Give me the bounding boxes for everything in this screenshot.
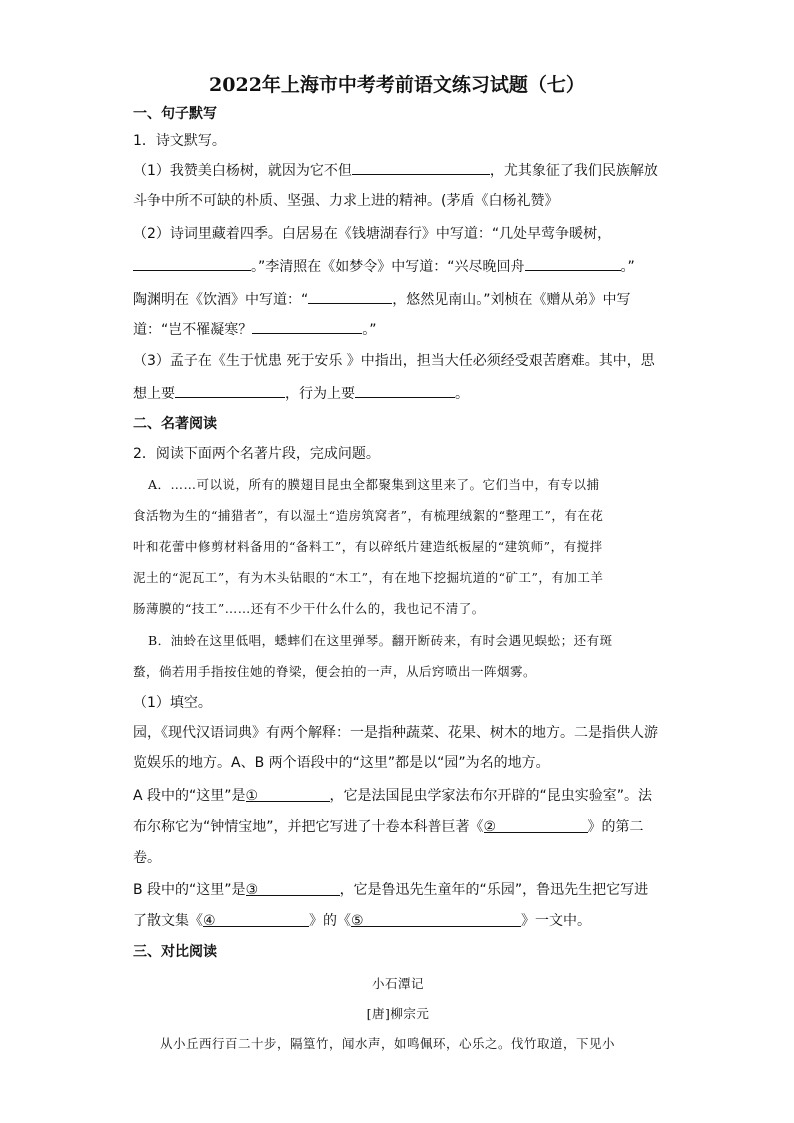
passage-b-line2: 蝥，倘若用手指按住她的脊梁，便会拍的一声，从后窍喷出一阵烟雾。 xyxy=(133,664,537,679)
answer-blank[interactable]: ④ xyxy=(203,913,309,927)
section-1-heading: 一、句子默写 xyxy=(133,106,217,122)
passage-a-line4: 泥土的“泥瓦工”，有为木头钻眼的“木工”，有在地下挖掘坑道的“矿工”，有加工羊 xyxy=(133,570,604,585)
q1-part2-line1: （2）诗词里藏着四季。白居易在《钱塘湖春行》中写道：“几处早莺争暖树， xyxy=(133,226,612,242)
answer-blank[interactable]: ③ xyxy=(246,882,340,896)
q1-part3-line2: 想上要 ，行为上要 。 xyxy=(133,386,469,402)
essay-title: 小石潭记 xyxy=(371,976,424,991)
answer-blank[interactable]: ⑤ xyxy=(351,913,521,927)
passage-a-line2: 食活物为生的“捕猎者”，有以湿土“造房筑窝者”，有梳理绒絮的“整理工”，有在花 xyxy=(133,508,604,523)
answer-blank[interactable] xyxy=(355,384,455,398)
fill-a-line3: 卷。 xyxy=(133,850,161,866)
q1-part2-line3: 陶渊明在《饮酒》中写道：“ ，悠然见南山。”刘桢在《赠从弟》中写 xyxy=(133,292,631,308)
definition-line1: 园，《现代汉语词典》有两个解释：一是指种蔬菜、花果、树木的地方。二是指供人游 xyxy=(133,725,658,741)
answer-blank[interactable] xyxy=(175,384,285,398)
essay-author: [唐]柳宗元 xyxy=(366,1006,430,1021)
section-3-heading: 三、对比阅读 xyxy=(133,944,217,960)
q1-part2-line2: 。”李清照在《如梦令》中写道：“兴尽晚回舟 。” xyxy=(133,256,663,276)
answer-blank[interactable] xyxy=(308,290,392,304)
question-2-label: 2．阅读下面两个名著片段，完成问题。 xyxy=(133,446,380,462)
essay-text-line1: 从小丘西行百二十步，隔篁竹，闻水声，如鸣佩环，心乐之。伐竹取道，下见小 xyxy=(160,1036,616,1051)
fill-a-line2: 布尔称它为“钟情宝地”，并把它写进了十卷本科普巨著《② 》的第二 xyxy=(133,819,644,835)
page-title: 2022年上海市中考考前语文练习试题（七） xyxy=(209,74,585,96)
answer-blank[interactable] xyxy=(252,320,362,334)
definition-line2: 览娱乐的地方。A、B 两个语段中的“这里”都是以“园”为名的地方。 xyxy=(133,755,550,771)
q1-part1-line2: 斗争中所不可缺的朴质、坚强、力求上进的精神。(茅盾《白杨礼赞》 xyxy=(133,193,559,209)
answer-blank[interactable]: ② xyxy=(484,819,588,833)
passage-a-line1: A．……可以说，所有的膜翅目昆虫全都聚集到这里来了。它们当中，有专以捕 xyxy=(148,477,600,492)
fill-a-line1: A 段中的“这里”是① ，它是法国昆虫学家法布尔开辟的“昆虫实验室”。法 xyxy=(133,788,653,804)
passage-a-line3: 叶和花蕾中修剪材料备用的“备料工”，有以碎纸片建造纸板屋的“建筑师”，有搅拌 xyxy=(133,539,603,554)
question-1-label: 1．诗文默写。 xyxy=(133,133,226,149)
answer-blank[interactable] xyxy=(352,161,490,175)
section-2-heading: 二、名著阅读 xyxy=(133,416,217,432)
fill-in-label: （1）填空。 xyxy=(133,695,212,711)
answer-blank[interactable] xyxy=(133,257,251,271)
fill-b-line1: B 段中的“这里”是③ ，它是鲁迅先生童年的“乐园”，鲁迅先生把它写进 xyxy=(133,882,649,898)
answer-blank[interactable]: ① xyxy=(246,788,330,802)
passage-a-line5: 肠薄膜的“技工”……还有不少干什么什么的，我也记不清了。 xyxy=(133,601,485,616)
q1-part2-line4: 道：“岂不罹凝寒？ 。” xyxy=(133,322,377,338)
q1-part3-line1: （3）孟子在《生于忧患 死于安乐 》中指出，担当大任必须经受艰苦磨难。其中，思 xyxy=(133,353,655,369)
q1-part1-line1: （1）我赞美白杨树，就因为它不但 ，尤其象征了我们民族解放 xyxy=(133,163,658,179)
answer-blank[interactable] xyxy=(525,257,621,271)
passage-b-line1: B．油蛉在这里低唱，蟋蟀们在这里弹琴。翻开断砖来，有时会遇见蜈蚣；还有斑 xyxy=(148,633,613,648)
fill-b-line2: 了散文集《④ 》的《⑤ 》一文中。 xyxy=(133,913,591,929)
